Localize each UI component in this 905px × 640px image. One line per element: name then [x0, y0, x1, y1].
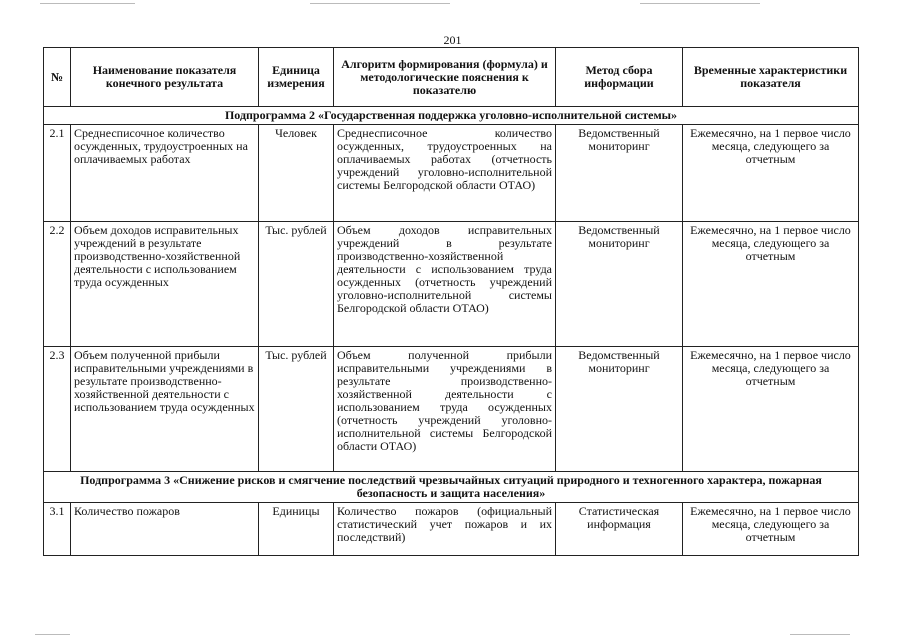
indicators-table: [43, 47, 859, 556]
scan-artifact-top-mid: [310, 3, 450, 4]
page-number: 201: [443, 33, 462, 47]
cell-num: 3.1: [44, 503, 71, 556]
cell-algorithm: Объем доходов исправительных учреждений в результате производственно-хозяйственной деятельности с использованием труда осужденных (отчетность учреждений уголовно-исполнительной системы Белгородской области ОТАО): [334, 222, 556, 347]
cell-name: Количество пожаров: [71, 503, 259, 556]
cell-unit: Тыс. рублей: [259, 347, 334, 472]
cell-name: Объем доходов исправительных учреждений в результате производственно-хозяйственной деятельности с использованием труда осужденных: [71, 222, 259, 347]
cell-name: Среднесписочное количество осужденных, трудоустроенных на оплачиваемых работах: [71, 125, 259, 222]
table-row: [44, 347, 859, 472]
scan-artifact-bottom-right: [790, 634, 850, 635]
header-name: Наименование показателя конечного результата: [71, 48, 259, 107]
cell-unit: Человек: [259, 125, 334, 222]
section-title: Подпрограмма 2 «Государственная поддержка уголовно-исполнительной системы»: [44, 107, 859, 125]
section-row: [44, 107, 859, 125]
header-unit: Единица измерения: [259, 48, 334, 107]
header-method: Метод сбора информации: [556, 48, 683, 107]
cell-unit: Тыс. рублей: [259, 222, 334, 347]
cell-num: 2.2: [44, 222, 71, 347]
scan-artifact-bottom-left: [35, 634, 70, 635]
section-title: Подпрограмма 3 «Снижение рисков и смягчение последствий чрезвычайных ситуаций природного и техногенного характера, пожарная безопасность и защита населения»: [44, 472, 859, 503]
cell-time: Ежемесячно, на 1 первое число месяца, следующего за отчетным: [683, 125, 859, 222]
cell-method: Статистическая информация: [556, 503, 683, 556]
section-row: [44, 472, 859, 503]
cell-name: Объем полученной прибыли исправительными учреждениями в результате производственно-хозяйственной деятельности с использованием труда осужденных: [71, 347, 259, 472]
cell-unit: Единицы: [259, 503, 334, 556]
cell-num: 2.1: [44, 125, 71, 222]
header-time: Временные характеристики показателя: [683, 48, 859, 107]
cell-method: Ведомственный мониторинг: [556, 125, 683, 222]
table-row: [44, 222, 859, 347]
scan-artifact-top-left: [40, 3, 135, 4]
header-num: №: [44, 48, 71, 107]
cell-time: Ежемесячно, на 1 первое число месяца, следующего за отчетным: [683, 347, 859, 472]
header-algorithm: Алгоритм формирования (формула) и методологические пояснения к показателю: [334, 48, 556, 107]
cell-num: 2.3: [44, 347, 71, 472]
cell-method: Ведомственный мониторинг: [556, 222, 683, 347]
cell-algorithm: Среднесписочное количество осужденных, трудоустроенных на оплачиваемых работах (отчетность учреждений уголовно-исполнительной системы Белгородской области ОТАО): [334, 125, 556, 222]
scan-artifact-top-right: [640, 3, 760, 4]
cell-method: Ведомственный мониторинг: [556, 347, 683, 472]
table-row: [44, 125, 859, 222]
cell-algorithm: Количество пожаров (официальный статистический учет пожаров и их последствий): [334, 503, 556, 556]
table-row: [44, 503, 859, 556]
table-header-row: [44, 48, 859, 107]
cell-time: Ежемесячно, на 1 первое число месяца, следующего за отчетным: [683, 503, 859, 556]
cell-algorithm: Объем полученной прибыли исправительными учреждениями в результате производственно-хозяйственной деятельности с использованием труда осужденных (отчетность учреждений уголовно-исполнительной системы Белгородской области ОТАО): [334, 347, 556, 472]
cell-time: Ежемесячно, на 1 первое число месяца, следующего за отчетным: [683, 222, 859, 347]
